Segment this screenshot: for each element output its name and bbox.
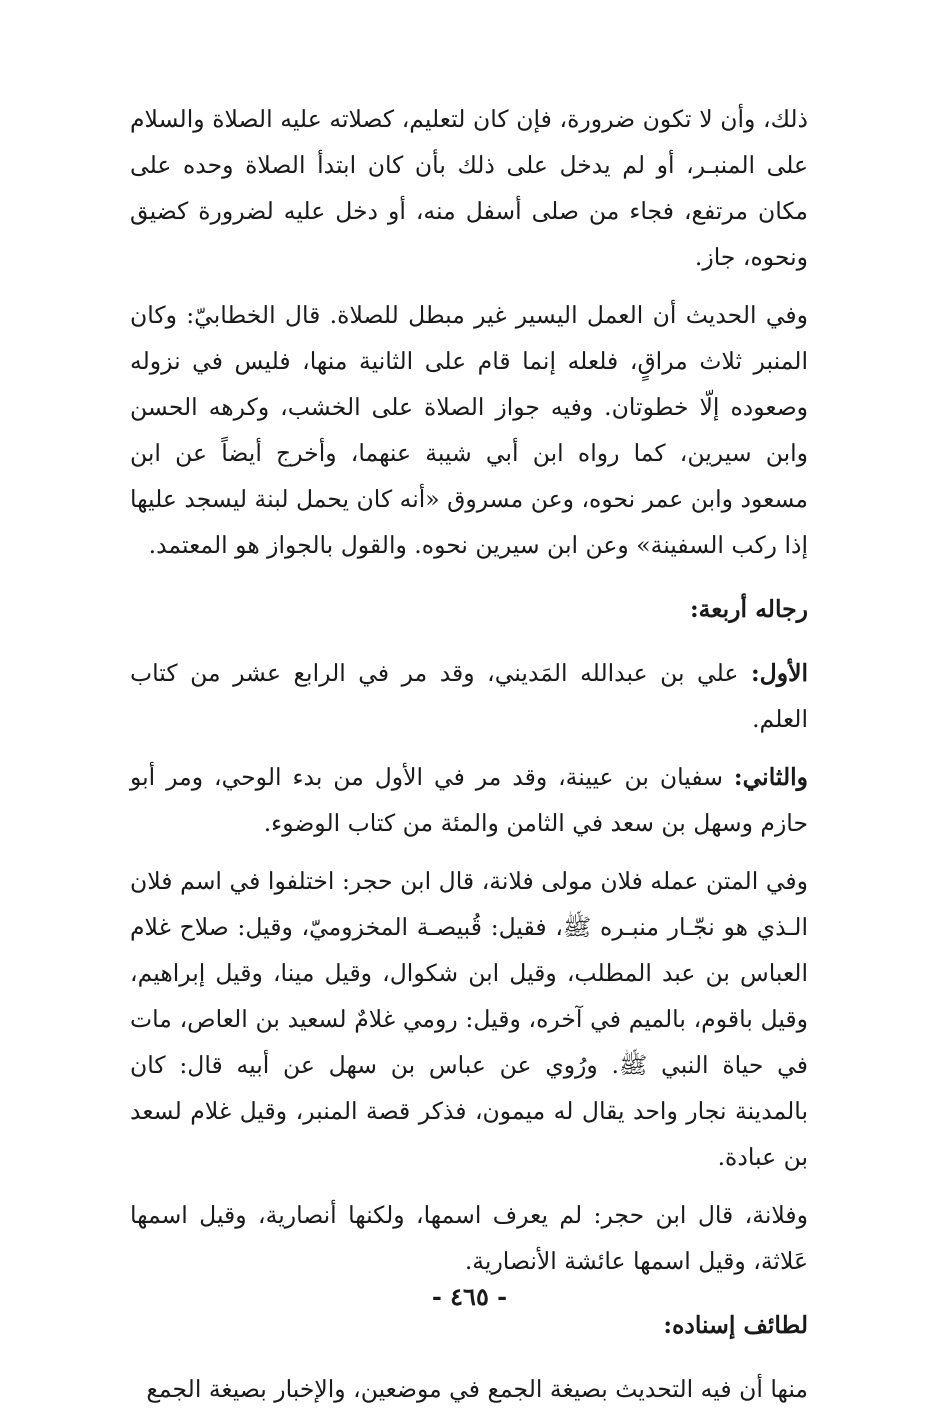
paragraph-5: منها أن فيه التحديث بصيغة الجمع في موضعين، والإخبار بصيغة الجمع <box>146 1375 808 1403</box>
heading-lataif: لطائف إسناده: <box>663 1311 808 1339</box>
narrator-second-text: سفيان بن عيينة، وقد مر في الأول من بدء الوحي، ومر أبو حازم وسهل بن سعد في الثامن والمئة من كتاب الوضوء. <box>130 763 808 837</box>
paragraph-1: ذلك، وأن لا تكون ضرورة، فإن كان لتعليم، كصلاته عليه الصلاة والسلام على المنبـر، أو لم يدخل على ذلك بأن كان ابتدأ الصلاة وحده على مكان مرتفع، فجاء من صلى أسفل منه، أو دخل عليه لضرورة كضيق ونحوه، جاز. <box>130 105 808 271</box>
narrator-second-lead: والثاني: <box>733 763 808 791</box>
narrator-first <box>130 650 808 742</box>
paragraph-3: وفي المتن عمله فلان مولى فلانة، قال ابن حجر: اختلفوا في اسم فلان الـذي هو نجّـار منبـره ﷺ، فقيل: قُبيصـة المخزوميّ، وقيل: صلاح غلام العباس بن عبد المطلب، وقيل ابن شكوال، وقيل مينا، وقيل إبراهيم، وقيل باقوم، بالميم في آخره، وقيل: رومي غلامٌ لسعيد بن العاص، مات في حياة النبي ﷺ. ورُوي عن عباس بن سهل عن أبيه قال: كان بالمدينة نجار واحد يقال له ميمون، فذكر قصة المنبر، وقيل غلام لسعد بن عبادة. <box>130 867 808 1171</box>
paragraph-4: وفلانة، قال ابن حجر: لم يعرف اسمها، ولكنها أنصارية، وقيل اسمها عَلاثة، وقيل اسمها عائشة الأنصارية. <box>130 1201 808 1275</box>
narrator-first-lead: الأول: <box>750 659 808 687</box>
heading-rijal: رجاله أربعة: <box>689 595 808 623</box>
page-number: - ٤٦٥ - <box>431 1282 508 1311</box>
paragraph-2: وفي الحديث أن العمل اليسير غير مبطل للصلاة. قال الخطابيّ: وكان المنبر ثلاث مراقٍ، فلعله إنما قام على الثانية منها، فليس في نزوله وصعوده إلّا خطوتان. وفيه جواز الصلاة على الخشب، وكرهه الحسن وابن سيرين، كما رواه ابن أبي شيبة عنهما، وأخرج أيضاً عن ابن مسعود وابن عمر نحوه، وعن مسروق «أنه كان يحمل لبنة ليسجد عليها إذا ركب السفينة» وعن ابن سيرين نحوه. والقول بالجواز هو المعتمد. <box>130 301 808 559</box>
narrator-second <box>130 754 808 846</box>
page-body <box>130 96 808 1412</box>
narrator-first-text: علي بن عبدالله المَديني، وقد مر في الرابع عشر من كتاب العلم. <box>130 659 808 733</box>
